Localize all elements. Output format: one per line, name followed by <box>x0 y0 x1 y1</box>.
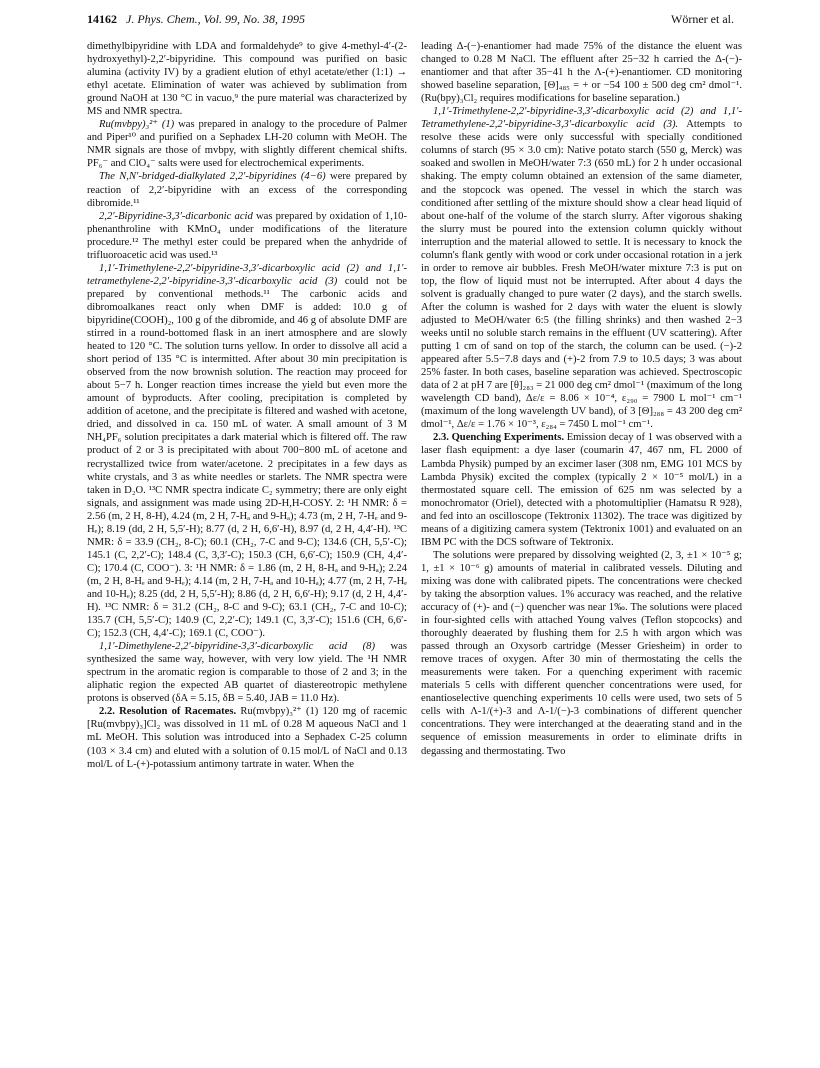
paragraph-text: could not be prepared by conventional methods.¹¹ The carbonic acids and dibromoalkanes react only when DMF is added: 10.0 g of bipyridine(COOH)₂, 100 g of the dibromide, and 46 g of absolute DMF are stirred in a round-bottomed flask in an inert atmosphere and are slowly heated to 120 °C. The solution turns yellow. In order to dissolve all acid a short period of 135 °C is intermitted. After about 30 min precipitation is observed from the now brownish solution. The reaction may proceed for about 5−7 h. Longer reaction times increase the yield but even more the amount of byproducts. After cooling, precipitation is completed by addition of acetone, and the precipitate is filtered and washed with acetone, dried, and dissolved in ca. 150 mL of water. A small amount of 3 M NH₄PF₆ solution precipitates a dark material which is filtered off. The raw product of 2 or 3 is precipitated with about 700−800 mL of acetone and recrystallized twice from water/acetone. 2 precipitates in a few days as white crystals, and 3 as white needles or starlets. The NMR spectra were taken in D₂O. ¹³C NMR spectra indicate C₂ symmetry; there are only eight signals, and assignment was made using 2D-H,H-COSY. 2: ¹H NMR: δ = 2.56 (m, 2 H, 8-H), 4.24 (m, 2 H, 7-Hₐ and 9-Hₐ); 4.73 (m, 2 H, 7-Hₑ and 9-Hₑ); 8.19 (dd, 2 H, 5,5′-H); 8.77 (d, 2 H, 6,6′-H), 8.97 (d, 2 H, 4,4′-H). ¹³C NMR: δ = 33.9 (CH₂, 8-C); 60.1 (CH₂, 7-C and 9-C); 134.6 (CH, 5,5′-C); 145.1 (C, 2,2′-C); 148.4 (C, 3,3′-C); 150.3 (CH, 6,6′-C); 150.9 (CH, 4,4′-C); 170.4 (C, COO⁻). 3: ¹H NMR: δ = 1.86 (m, 2 H, 8-Hₐ and 9-Hₐ); 2.24 (m, 2 H, 8-Hₑ and 9-Hₑ); 4.14 (m, 2 H, 7-Hₐ and 10-Hₐ); 4.77 (m, 2 H, 7-Hₑ and 10-Hₑ); 8.25 (dd, 2 H, 5,5′-H); 8.86 (d, 2 H, 6,6′-H); 9.17 (d, 2 H, 4,4′-H). ¹³C NMR: δ = 31.2 (CH₂, 8-C and 9-C); 63.1 (CH₂, 7-C and 10-C); 135.7 (CH, 5,5′-C); 140.9 (C, 2,2′-C); 149.1 (C, 3,3′-C); 151.6 (CH, 6,6′-C); 152.3 (CH, 4,4′-C); 169.1 (C, COO⁻). <box>87 275 407 640</box>
paragraph <box>87 210 407 262</box>
left-column <box>87 40 407 771</box>
compound-heading: The N,N′-bridged-dialkylated 2,2′-bipyridines (4−6) <box>99 171 326 183</box>
running-header <box>87 12 734 30</box>
paragraph <box>87 262 407 640</box>
compound-heading: 1,1′-Trimethylene-2,2′-bipyridine-3,3′-dicarboxylic acid (2) and 1,1′-tetramethylene-2,2′-bipyridine-3,3′-dicarboxylic acid (3) <box>87 262 407 287</box>
paragraph <box>421 549 742 758</box>
paragraph <box>87 170 407 209</box>
page-number: 14162 <box>87 12 117 26</box>
paragraph <box>87 705 407 770</box>
paragraph-text: was prepared by oxidation of 1,10-phenanthroline with KMnO₄ under modifications of the literature procedure.¹² The methyl ester could be prepared when the anhydride of trifluoroacetic acid was used.¹³ <box>87 210 407 261</box>
header-authors: Wörner et al. <box>671 12 734 26</box>
compound-heading: 2,2′-Bipyridine-3,3′-dicarbonic acid <box>99 210 253 222</box>
journal-citation: J. Phys. Chem., Vol. 99, No. 38, 1995 <box>126 12 305 26</box>
paragraph <box>87 40 407 118</box>
paragraph-text: Ru(mvbpy)₃²⁺ (1) 120 mg of racemic [Ru(mvbpy)₃]Cl₂ was dissolved in 11 mL of 0.28 M aqueous NaCl and 1 mL MeOH. This solution was introduced into a Sephadex C-25 column (103 × 3.4 cm) and eluted with a solution of 0.15 mol/L of NaCl and 0.13 mol/L of L-(+)-potassium antimony tartrate in water. When the <box>87 706 408 770</box>
paragraph-text: The solutions were prepared by dissolving weighted (2, 3, ±1 × 10⁻⁵ g; 1, ±1 × 10⁻⁶ g) amounts of material in calibrated vessels. Diluting and mixing was done with calibrated pipets. The concentrations were checked by taking the absorption values. 1% accuracy was reached, and the relative accuracy of (+)- and (−) quencher was near 1‰. The solutions were placed in four-sighted cells with attached Young valves (Teflon stopcocks) and thoroughly deaerated by flushing them for 2.5 h with argon which was passed through an Oxysorb cartridge (Messer Griesheim) in order to remove traces of oxygen. After 30 min of thermostating the cells the measurements were taken. For a quenching experiment with racemic materials 5 cells with different quencher concentrations were used, for enantioselective quenching experiments 10 cells were used, two sets of 5 cells with Λ-1/(+)-3 and Λ-1/(−)-3 combinations of different quencher concentrations. They were interchanged at the deaerating stand and in the sequence of emission measurements in order to eliminate drifts in degassing and thermostating. Two <box>421 549 742 757</box>
paragraph <box>87 640 407 705</box>
paragraph-text: Attempts to resolve these acids were only successful with specially conditioned columns of starch (95 × 3.0 cm): Native potato starch (550 g, Merck) was soaked and swollen in MeOH/water 7:3 (650 mL) for 2 h under occasional shaking. The empty column obtained an extension of the same diameter, and the stopcock was opened. The vessel in which the starch was conditioned after settling of the mixture should show a clear head liquid of about one-half of the volume of the starch slurry. After vigorous shaking the slurry must be poured into the extension column quickly without interruption and the material allowed to settle. It is necessary to knock the column's flank gently with wood or cork under occasional rotation in a jerk in order to remove air bubbles. Fresh MeOH/water mixture 7:3 is put on top, the flow of liquid must not be interrupted. After about 4 days the solvent is gradually changed to pure water (2 days), and the starch swells. After the column is washed for 2 days with water the eluent is slowly adjusted to MeOH/water 6:5 (the filling shrinks) and then washed 2−3 weeks until no soluble starch remains in the effluent (UV scattering). After putting 1 cm of sand on top of the starch, the column can be used. (−)-2 appeared after 5.5−7.8 days and (+)-2 from 7.9 to 10.5 days; 3 was about 25% faster. In both cases, baseline separation was achieved. Spectroscopic data of 2 at pH 7 are [θ]₂₈₃ = 21 000 deg cm² dmol⁻¹ (maximum of the long wavelength CD band), Δε/ε = 8.06 × 10⁻⁴, ε₂₉₀ = 7900 L mol⁻¹ cm⁻¹ (maximum of the long wavelength UV band), of 3 [Θ]₂₈₈ = 43 200 deg cm² dmol⁻¹, Δε/ε = 1.76 × 10⁻³, ε₂₈₄ = 7450 L mol⁻¹ cm⁻¹. <box>421 119 743 431</box>
section-heading: 2.2. Resolution of Racemates. <box>99 706 237 718</box>
compound-heading: Ru(mvbpy)₃²⁺ (1) <box>99 119 175 131</box>
paragraph <box>421 40 742 105</box>
paragraph-text: dimethylbipyridine with LDA and formaldehyde⁹ to give 4-methyl-4′-(2-hydroxyethyl)-2,2′-bipyridine. This compound was purified on basic alumina (activity IV) by a gradient elution of ethyl acetate/ether (1:1) → ethyl acetate. Elimination of water was achieved by sublimation from ground NaOH at 130 °C in vacuo,⁹ the pure material was characterized by MS and NMR spectra. <box>87 41 407 118</box>
paragraph-text: was synthesized the same way, however, with very low yield. The ¹H NMR spectrum in the aromatic region is comparable to those of 2 and 3; in the aliphatic region the expected AB quartet of diastereotropic methylene protons is observed (δA = 5.15, δB = 5.40, JAB = 11.0 Hz). <box>87 641 408 705</box>
right-column <box>421 40 742 758</box>
paragraph <box>87 118 407 170</box>
paragraph-text: was prepared in analogy to the procedure of Palmer and Piper¹⁰ and purified on a Sephadex LH-20 column with MeOH. The NMR signals are those of mvbpy, with slightly different chemical shifts. PF₆⁻ and ClO₄⁻ salts were used for electrochemical experiments. <box>87 119 407 170</box>
paragraph <box>421 105 742 431</box>
compound-heading: 1,1′-Dimethylene-2,2′-bipyridine-3,3′-dicarboxylic acid (8) <box>99 641 375 653</box>
paragraph-text: were prepared by reaction of 2,2′-bipyridine with an excess of the corresponding dibromide.¹¹ <box>87 171 407 209</box>
section-heading: 2.3. Quenching Experiments. <box>433 432 565 444</box>
paragraph-text: leading Δ-(−)-enantiomer had made 75% of the distance the eluent was changed to 0.28 M NaCl. The effluent after 25−32 h carried the Δ-(−)-enantiomer and that after 35−41 h the Λ-(+)-enantiomer. CD monitoring showed baseline separation, [Θ]₄₈₅ = + or −54 100 ± 500 deg cm² dmol⁻¹. (Ru(bpy)₃Cl₂ requires modifications for baseline separation.) <box>421 41 742 105</box>
paragraph <box>421 431 742 548</box>
compound-heading: 1,1′-Trimethylene-2,2′-bipyridine-3,3′-dicarboxylic acid (2) and 1,1′-Tetramethylene-2,2′-bipyridine-3,3′-dicarboxylic acid (3). <box>421 106 742 131</box>
paragraph-text: Emission decay of 1 was observed with a laser flash equipment: a dye laser (coumarin 47, 467 nm, FL 2000 of Lambda Physik) pumped by an excimer laser (308 nm, EMG 101 MCS by Lambda Physik) excited the complex (typically 2 × 10⁻⁵ mol/L) in a thermostated square cell. The emission of 625 nm was selected by a monochromator (Oriel), detected with a photomultiplier (Hamatsu R 928), and fed into an oscilloscope (Tektronix 11302). The trace was digitized by means of a digitizing camera system (Tektronix 1001) and evaluated on an IBM PC with the DCS software of Tektronix. <box>421 432 742 548</box>
header-left <box>87 12 305 27</box>
